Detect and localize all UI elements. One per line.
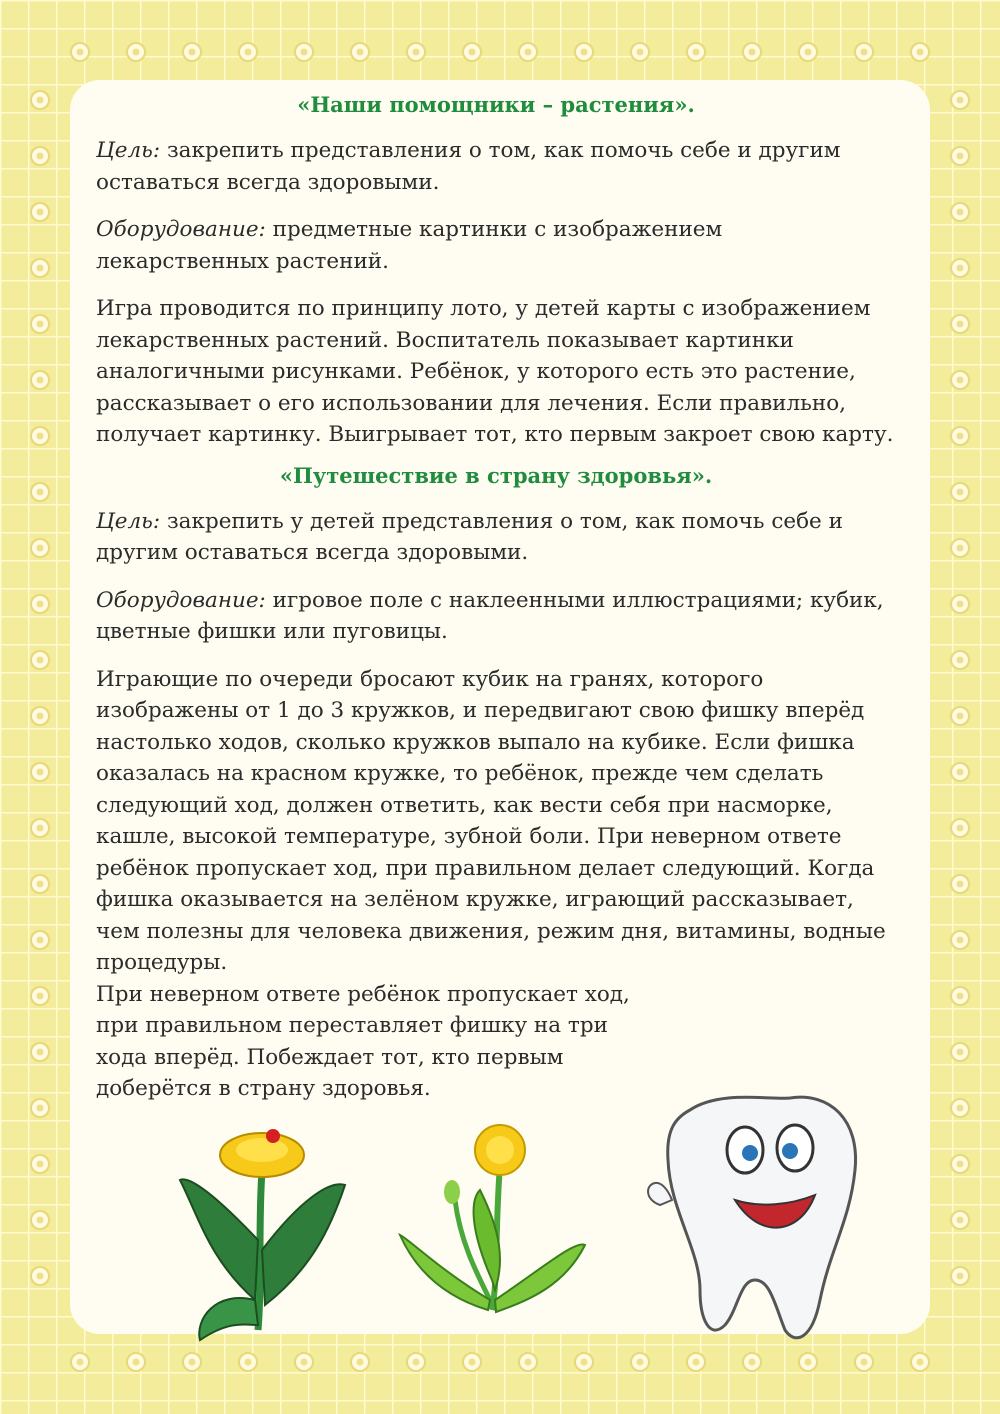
section2-rules-end: При неверном ответе ребёнок пропускает ход, при правильном переставляет фишку на три хода вперёд. Побеждает тот, кто первым доберётся в страну здоровья. <box>96 981 630 1101</box>
equipment-label: Оборудование: <box>96 587 266 613</box>
goal-text: закрепить у детей представления о том, как помочь себе и другим оставаться всегда здоровыми. <box>96 508 843 565</box>
section1-rules: Игра проводится по принципу лото, у детей карты с изображением лекарственных растений. Воспитатель показывает картинки аналогичными рисунками. Ребёнок, у которого есть это растение, рассказывает о его использовании для лечения. Если правильно, получает картинку. Выигрывает тот, кто первым закроет свою карту. <box>96 296 894 447</box>
section1-equipment <box>96 214 896 277</box>
section2-equipment <box>96 585 896 648</box>
equipment-text: предметные картинки с изображением лекарственных растений. <box>96 217 723 274</box>
equipment-text: игровое поле с наклеенными иллюстрациями; кубик, цветные фишки или пуговицы. <box>96 587 884 644</box>
goal-label: Цель: <box>96 138 161 163</box>
section1-title: «Наши помощники – растения». <box>297 92 695 117</box>
document-body <box>96 92 896 1121</box>
section2-title: «Путешествие в страну здоровья». <box>279 462 713 488</box>
goal-text: закрепить представления о том, как помочь себе и другим оставаться всегда здоровыми. <box>96 138 841 195</box>
section2-rules: Играющие по очереди бросают кубик на гранях, которого изображены от 1 до 3 кружков, и передвигают свою фишку вперёд настолько ходов, сколько кружков выпало на кубике. Если фишка оказалась на красном кружке, то ребёнок, прежде чем сделать следующий ход, должен ответить, как вести себя при насморке, кашле, высокой температуре, зубной боли. При неверном ответе ребёнок пропускает ход, при правильном делает следующий. Когда фишка оказывается на зелёном кружке, играющий рассказывает, чем полезны для человека движения, режим дня, витамины, водные процедуры. <box>96 666 886 975</box>
goal-label: Цель: <box>96 508 161 534</box>
section1-goal <box>96 135 896 198</box>
section2-goal <box>96 506 896 569</box>
equipment-label: Оборудование: <box>96 217 266 242</box>
